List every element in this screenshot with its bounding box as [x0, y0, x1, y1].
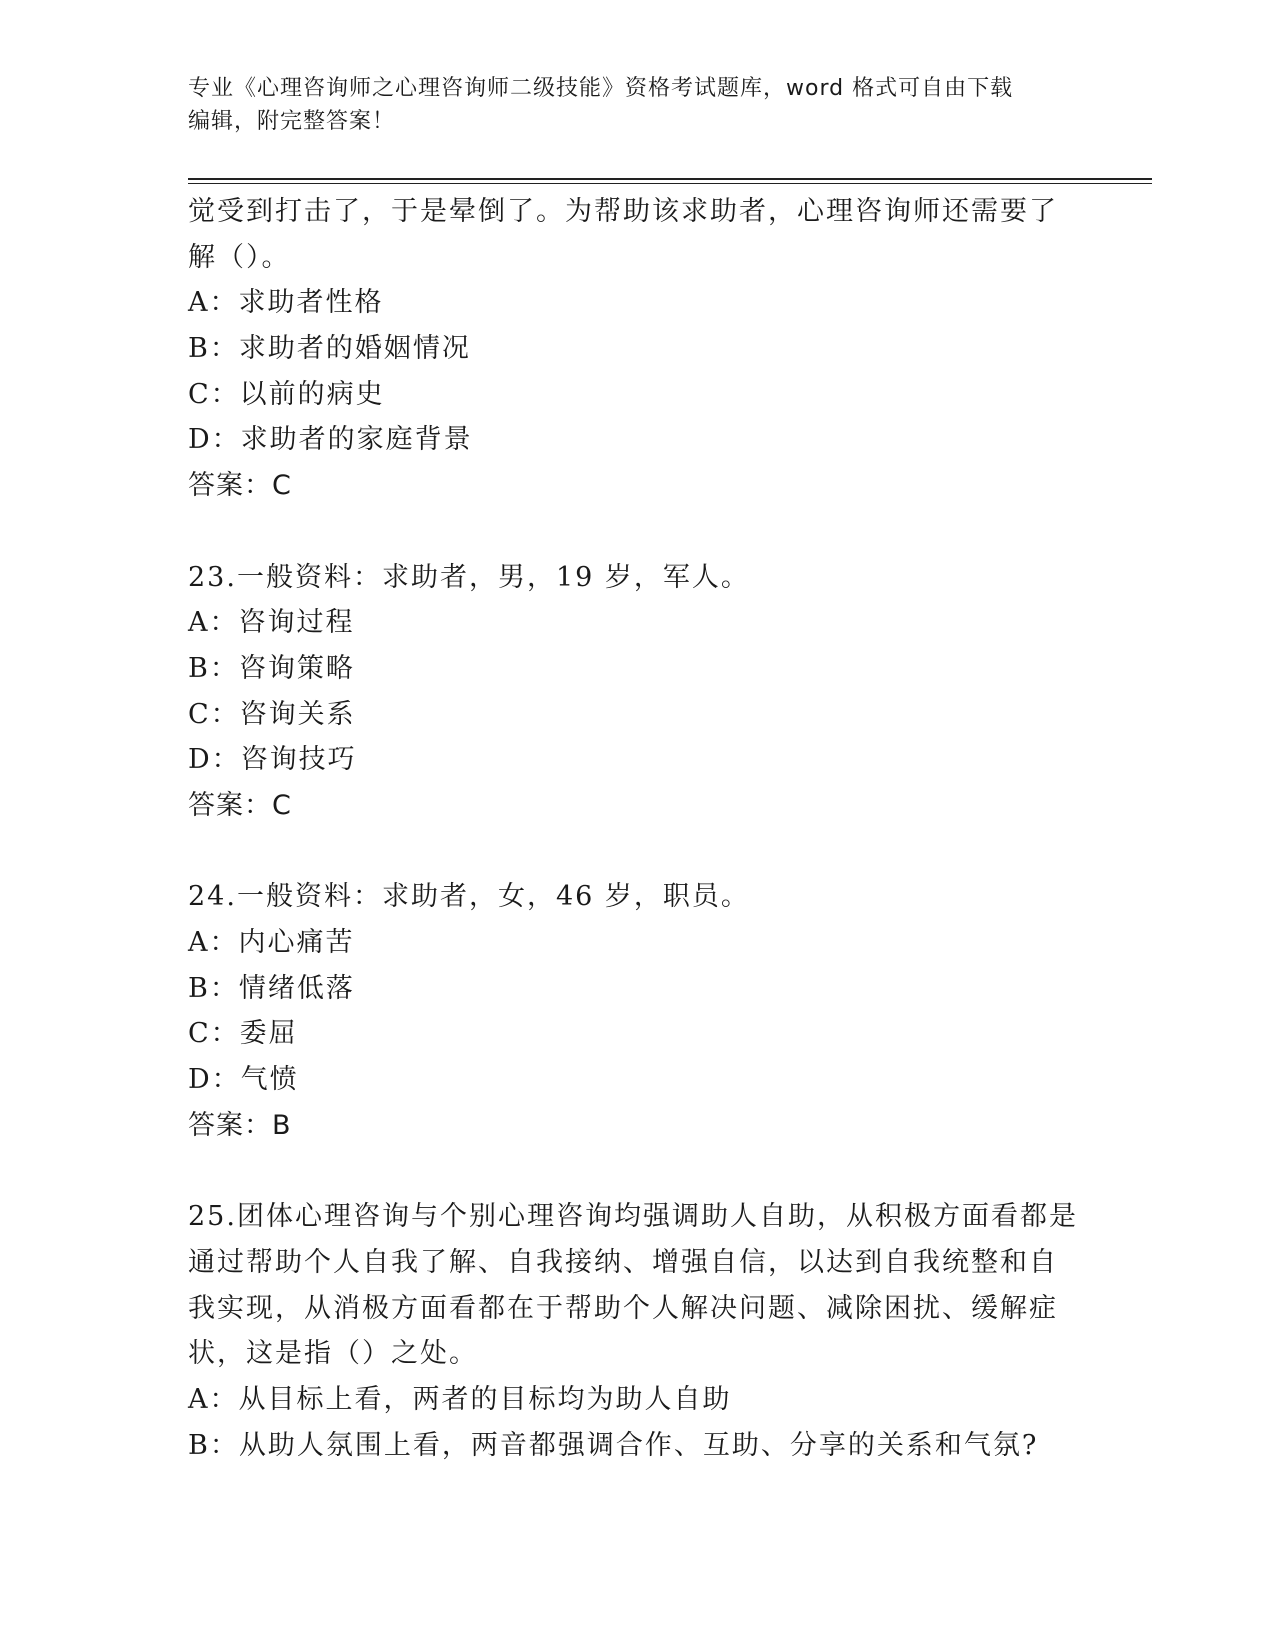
option-a: A：求助者性格 [188, 287, 384, 319]
option-c: C：委屈 [188, 1018, 298, 1050]
option-a: A：从目标上看，两者的目标均为助人自助 [188, 1383, 732, 1415]
page-header [188, 72, 1088, 138]
option-b: B：咨询策略 [188, 652, 355, 684]
answer: 答案：B [188, 1109, 292, 1141]
question-text-line: 23.一般资料：求助者，男，19 岁，军人。 [188, 561, 750, 593]
question-23 [188, 555, 1088, 829]
question-text-line: 状，这是指（）之处。 [188, 1338, 478, 1370]
spacer [188, 829, 1088, 875]
option-b: B：从助人氛围上看，两音都强调合作、互助、分享的关系和气氛? [188, 1429, 1039, 1461]
question-text-line: 通过帮助个人自我了解、自我接纳、增强自信，以达到自我统整和自 [188, 1246, 1058, 1278]
question-25 [188, 1194, 1088, 1468]
option-d: D：气愤 [188, 1064, 299, 1096]
question-24 [188, 874, 1088, 1148]
document-body [188, 189, 1088, 1468]
option-d: D：咨询技巧 [188, 744, 357, 776]
question-text-line: 我实现，从消极方面看都在于帮助个人解决问题、减除困扰、缓解症 [188, 1292, 1058, 1324]
question-text-line: 解（）。 [188, 241, 291, 273]
header-divider-thick [188, 178, 1152, 180]
option-a: A：内心痛苦 [188, 927, 355, 958]
option-a: A：咨询过程 [188, 607, 355, 639]
question-22 [188, 189, 1088, 509]
option-b: B：情绪低落 [188, 972, 355, 1004]
answer: 答案：C [188, 789, 292, 821]
option-c: C：咨询关系 [188, 698, 356, 730]
option-c: C：以前的病史 [188, 378, 385, 410]
answer: 答案：C [188, 470, 292, 502]
header-line-2: 编辑，附完整答案！ [188, 109, 396, 134]
question-text-line: 25.团体心理咨询与个别心理咨询均强调助人自助，从积极方面看都是 [188, 1201, 1078, 1233]
spacer [188, 509, 1088, 555]
question-text-line: 24.一般资料：求助者，女，46 岁，职员。 [188, 881, 750, 913]
option-d: D：求助者的家庭背景 [188, 424, 473, 456]
spacer [188, 1148, 1088, 1194]
header-line-1: 专业《心理咨询师之心理咨询师二级技能》资格考试题库，word 格式可自由下载 [188, 76, 1014, 101]
option-b: B：求助者的婚姻情况 [188, 333, 471, 365]
question-text-line: 觉受到打击了，于是晕倒了。为帮助该求助者，心理咨询师还需要了 [188, 196, 1058, 227]
header-divider-thin [188, 183, 1152, 184]
